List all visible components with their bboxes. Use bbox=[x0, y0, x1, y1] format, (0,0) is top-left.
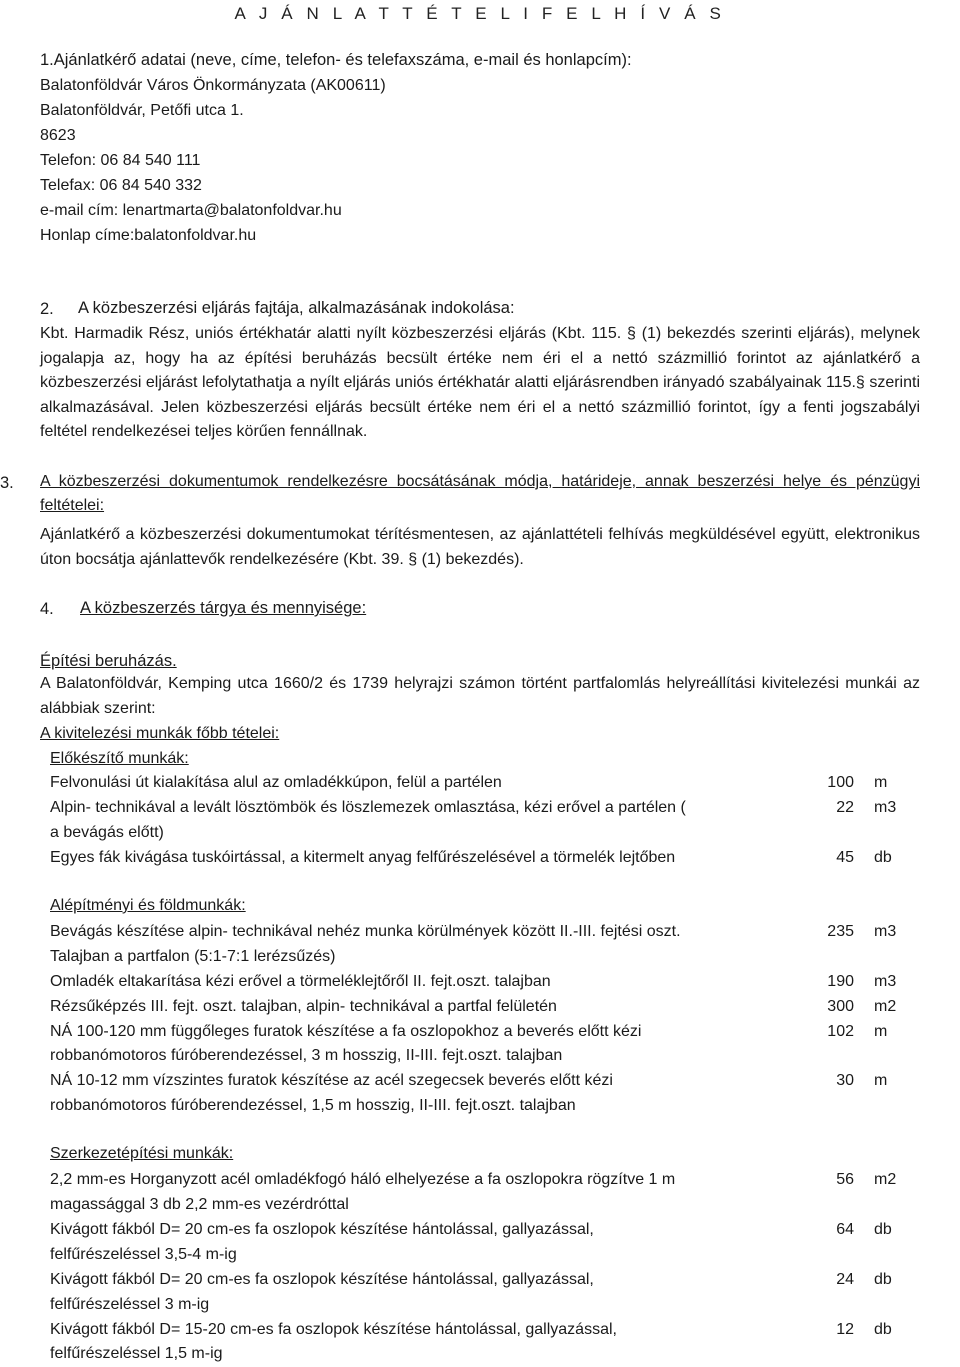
item-quantity: 102 bbox=[827, 1023, 854, 1040]
contact-address: Balatonföldvár, Petőfi utca 1. bbox=[40, 102, 244, 119]
section-4-subtitle: Építési beruházás. bbox=[40, 652, 177, 670]
item-quantity: 190 bbox=[827, 973, 854, 990]
item-quantity: 64 bbox=[836, 1221, 854, 1238]
section-2-number: 2. bbox=[40, 300, 54, 318]
item-description: Bevágás készítése alpin- technikával nehéz munka körülmények között II.-III. fejtési oszt. bbox=[50, 923, 681, 940]
section-4-number: 4. bbox=[40, 600, 54, 618]
group-title-preparatory: Előkészítő munkák: bbox=[50, 750, 189, 767]
item-description-cont: robbanómotoros fúróberendezéssel, 1,5 m hosszig, II-III. fejt.oszt. talajban bbox=[50, 1097, 576, 1114]
item-quantity: 30 bbox=[836, 1072, 854, 1089]
item-quantity: 235 bbox=[827, 923, 854, 940]
item-quantity: 12 bbox=[836, 1321, 854, 1338]
item-unit: m3 bbox=[874, 923, 897, 940]
item-description: Rézsűképzés III. fejt. oszt. talajban, alpin- technikával a partfal felületén bbox=[50, 998, 557, 1015]
item-description: Omladék eltakarítása kézi erővel a törmeléklejtőről II. fejt.oszt. talajban bbox=[50, 973, 551, 990]
item-unit: m2 bbox=[874, 1171, 897, 1188]
item-quantity: 100 bbox=[827, 774, 854, 791]
item-description: Felvonulási út kialakítása alul az omladékkúpon, felül a partélen bbox=[50, 774, 502, 791]
item-unit: m bbox=[874, 774, 888, 791]
item-description: NÁ 100-120 mm függőleges furatok készítése a fa oszlopokhoz a beverés előtt kézi bbox=[50, 1023, 642, 1040]
item-description-cont: Talajban a partfalon (5:1-7:1 lerézsűzés) bbox=[50, 948, 336, 965]
section-3-number: 3. bbox=[0, 474, 14, 492]
item-quantity: 45 bbox=[836, 849, 854, 866]
section-4-heading: A közbeszerzés tárgya és mennyisége: bbox=[80, 599, 367, 617]
item-description-cont: magassággal 3 db 2,2 mm-es vezérdróttal bbox=[50, 1196, 349, 1213]
section-2-body: Kbt. Harmadik Rész, uniós értékhatár alatti nyílt közbeszerzési eljárás (Kbt. 115. § (1) bekezdés szerinti eljárás), melynek jogalapja az, hogy ha az építési beruházás becsült értéke nem éri el a nettó százmillió forintot az ajánlatkérő a közbeszerzési eljárást lefolytathatja a nyílt eljárás uniós értékhatár alatti eljárásrendben irányadó szabályainak 115.§ szerinti alkalmazásával. Jelen közbeszerzési eljárás becsült értéke nem éri el a nettó százmillió forintot, így a fenti jogszabályi feltétel rendelkezései teljes körűen fennállnak. bbox=[40, 325, 920, 441]
contact-name: Balatonföldvár Város Önkormányzata (AK00611) bbox=[40, 77, 386, 94]
item-description: NÁ 10-12 mm vízszintes furatok készítése az acél szegecsek beverés előtt kézi bbox=[50, 1072, 613, 1089]
item-unit: m bbox=[874, 1023, 888, 1040]
item-quantity: 24 bbox=[836, 1271, 854, 1288]
item-description-cont: felfűrészeléssel 3 m-ig bbox=[50, 1296, 210, 1313]
section-3-heading: A közbeszerzési dokumentumok rendelkezésre bocsátásának módja, határideje, annak beszerzési helye és pénzügyi feltételei: bbox=[40, 473, 920, 514]
item-description-cont: robbanómotoros fúróberendezéssel, 3 m hosszig, II-III. fejt.oszt. talajban bbox=[50, 1047, 563, 1064]
item-description: Kivágott fákból D= 20 cm-es fa oszlopok készítése hántolással, gallyazással, bbox=[50, 1221, 594, 1238]
item-quantity: 56 bbox=[836, 1171, 854, 1188]
item-quantity: 22 bbox=[836, 799, 854, 816]
section-2-heading: A közbeszerzési eljárás fajtája, alkalmazásának indokolása: bbox=[78, 299, 515, 317]
item-description-cont: a bevágás előtt) bbox=[50, 824, 164, 841]
item-unit: m3 bbox=[874, 799, 897, 816]
section-3-body: Ajánlatkérő a közbeszerzési dokumentumokat térítésmentesen, az ajánlattételi felhívás megküldésével együtt, elektronikus úton bocsátja ajánlattevők rendelkezésére (Kbt. 39. § (1) bekezdés). bbox=[40, 526, 920, 568]
item-quantity: 300 bbox=[827, 998, 854, 1015]
item-description: 2,2 mm-es Horganyzott acél omladékfogó háló elhelyezése a fa oszlopokra rögzítve 1 m bbox=[50, 1171, 676, 1188]
group-title-earthworks: Alépítményi és földmunkák: bbox=[50, 897, 246, 914]
item-unit: db bbox=[874, 1271, 892, 1288]
document-title: A J Á N L A T T É T E L I F E L H Í V Á S bbox=[234, 4, 726, 23]
item-unit: db bbox=[874, 1221, 892, 1238]
item-unit: m2 bbox=[874, 998, 897, 1015]
item-description: Egyes fák kivágása tuskóirtással, a kitermelt anyag felfűrészelésével a törmelék lejtőben bbox=[50, 849, 676, 866]
contact-email: e-mail cím: lenartmarta@balatonfoldvar.hu bbox=[40, 202, 342, 219]
item-description: Kivágott fákból D= 20 cm-es fa oszlopok készítése hántolással, gallyazással, bbox=[50, 1271, 594, 1288]
item-unit: db bbox=[874, 849, 892, 866]
contact-phone: Telefon: 06 84 540 111 bbox=[40, 152, 201, 169]
item-description-cont: felfűrészeléssel 1,5 m-ig bbox=[50, 1345, 223, 1362]
section-1-heading: 1.Ajánlatkérő adatai (neve, címe, telefon- és telefaxszáma, e-mail és honlapcím): bbox=[40, 51, 632, 69]
item-description: Kivágott fákból D= 15-20 cm-es fa oszlopok készítése hántolással, gallyazással, bbox=[50, 1321, 617, 1338]
section-4-intro: A Balatonföldvár, Kemping utca 1660/2 és 1739 helyrajzi számon történt partfalomlás helyreállítási kivitelezési munkái az alábbiak szerint: bbox=[40, 675, 920, 717]
item-unit: db bbox=[874, 1321, 892, 1338]
works-title: A kivitelezési munkák főbb tételei: bbox=[40, 725, 280, 742]
item-unit: m3 bbox=[874, 973, 897, 990]
group-title-structural: Szerkezetépítési munkák: bbox=[50, 1145, 234, 1162]
item-description-cont: felfűrészeléssel 3,5-4 m-ig bbox=[50, 1246, 237, 1263]
contact-fax: Telefax: 06 84 540 332 bbox=[40, 177, 202, 194]
item-unit: m bbox=[874, 1072, 888, 1089]
contact-website: Honlap címe:balatonfoldvar.hu bbox=[40, 227, 257, 244]
item-description: Alpin- technikával a levált lösztömbök és löszlemezek omlasztása, kézi erővel a partélen ( bbox=[50, 799, 686, 816]
contact-zip: 8623 bbox=[40, 127, 76, 144]
